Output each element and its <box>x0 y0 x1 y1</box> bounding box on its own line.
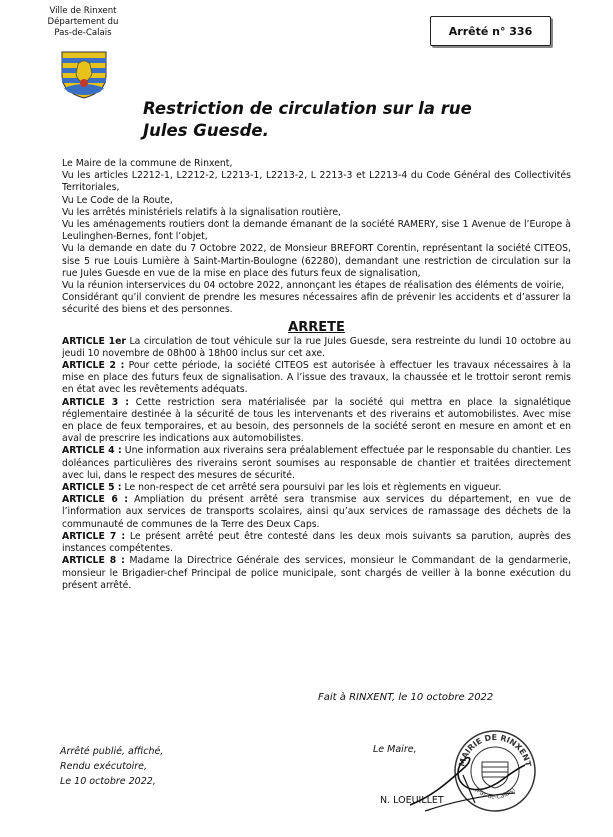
article-label: ARTICLE 5 : <box>62 482 122 494</box>
commune-line: Pas-de-Calais <box>54 28 112 38</box>
article-label: ARTICLE 3 : <box>62 396 129 408</box>
preamble-line: Considérant qu’il convient de prendre les mesures nécessaires afin de prévenir les accidents et d’assurer la sécurité des biens et des personnes. <box>62 292 571 316</box>
article <box>62 445 571 482</box>
commune-line: Ville de Rinxent <box>49 6 117 16</box>
commune-line: Département du <box>47 17 119 27</box>
article-text: La circulation de tout véhicule sur la rue Jules Guesde, sera restreinte du lundi 10 octobre au jeudi 10 novembre de 08h00 à 18h00 inclus sur cet axe. <box>62 335 572 359</box>
place-date-line: Fait à RINXENT, le 10 octobre 2022 <box>318 692 494 703</box>
article-text: Le présent arrêté peut être contesté dans les deux mois suivants sa parution, auprès des instances compétentes. <box>62 530 571 555</box>
preamble-line: Vu les aménagements routiers dont la demande émanant de la société RAMERY, sise 1 Avenue de l’Europe à Leulinghen-Bernes, font l’objet, <box>62 219 571 243</box>
commune-header <box>28 6 138 39</box>
preamble-line: Vu les articles L2212-1, L2212-2, L2213-1, L2213-2, L 2213-3 et L2213-4 du Code Général des Collectivités Territoriales, <box>62 170 571 194</box>
article-label: ARTICLE 2 : <box>62 360 125 372</box>
publication-line: Rendu exécutoire, <box>60 761 148 772</box>
preamble-line: Le Maire de la commune de Rinxent, <box>62 158 233 169</box>
publication-block <box>60 744 163 789</box>
stamp-bottom-text: (Pas-de-Calais) <box>473 786 517 801</box>
arrete-number-box: Arrêté n° 336 <box>430 16 551 46</box>
article <box>62 360 571 397</box>
preamble-line: Vu la demande en date du 7 Octobre 2022, de Monsieur BREFORT Corentin, représentant la société CITEOS, sise 5 rue Louis Lumière à Saint-Martin-Boulogne (62280), demandant une restriction de circulation sur la rue Jules Guesde en vue de la mise en place des futurs feux de signalisation, <box>62 243 571 279</box>
commune-coat-of-arms-icon <box>60 50 108 100</box>
article-label: ARTICLE 4 : <box>62 445 122 457</box>
article-label: ARTICLE 1er <box>62 335 126 347</box>
document-title: Restriction de circulation sur la rue Jules Guesde. <box>143 99 472 140</box>
stamp-top-text: MAIRIE DE RINXENT <box>457 732 533 768</box>
article-text: Le non-respect de cet arrêté sera poursuivi par les lois et règlements en vigueur. <box>121 482 502 494</box>
article-text: Pour cette période, la société CITEOS est autorisée à effectuer les travaux nécessaires à la mise en place des futurs feux de signalisation. A l’issue des travaux, la chaussée et le trottoir seront remis en état avec les revêtements adéquats. <box>62 360 571 396</box>
article <box>62 482 571 494</box>
publication-line: Arrêté publié, affiché, <box>60 746 164 757</box>
article-label: ARTICLE 8 : <box>62 555 125 567</box>
preamble-line: Vu les arrêtés ministériels relatifs à la signalisation routière, <box>62 206 341 218</box>
article <box>62 494 571 531</box>
document-body <box>62 158 571 592</box>
article-text: Une information aux riverains sera préalablement effectuée par le responsable du chantier. Les doléances particulières des riverains seront soumises au responsable de chantier et traitées directement avec lui, dans le respect des mesures de sécurité. <box>62 445 571 481</box>
article-text: Cette restriction sera matérialisée par la société qui mettra en place la signalétique réglementaire destinée à la sécurité de tous les intervenants et des riverains et automobilistes. Avec mise en place de feux temporaires, et au besoin, des personnels de la société seront en mesure en amont et en aval de prescrire les indications aux automobilistes. <box>62 396 571 445</box>
article <box>62 531 571 555</box>
article-text: Ampliation du présent arrêté sera transmise aux services du département, en vue de l’information aux services de transports scolaires, ainsi qu’aux services de ramassage des déchets de la communauté de communes de la Terre des Deux Caps. <box>62 494 571 530</box>
article <box>62 336 571 360</box>
article <box>62 555 571 592</box>
article-text: Madame la Directrice Générale des services, monsieur le Commandant de la gendarmerie, monsieur le Brigadier-chef Principal de police municipale, sont chargés de veiller à la bonne exécution du présent arrêté. <box>62 555 571 591</box>
preamble-line: Vu Le Code de la Route, <box>62 194 173 206</box>
article-label: ARTICLE 7 : <box>62 530 126 542</box>
signatory-name: N. LOEUILLET <box>380 795 444 806</box>
arrete-heading: ARRETE <box>288 319 345 335</box>
article <box>62 397 571 446</box>
preamble-line: Vu la réunion interservices du 04 octobre 2022, annonçant les étapes de réalisation des éléments de voirie, <box>62 280 565 292</box>
article-label: ARTICLE 6 : <box>62 494 128 506</box>
signatory-title: Le Maire, <box>373 744 417 755</box>
publication-line: Le 10 octobre 2022, <box>60 776 156 787</box>
